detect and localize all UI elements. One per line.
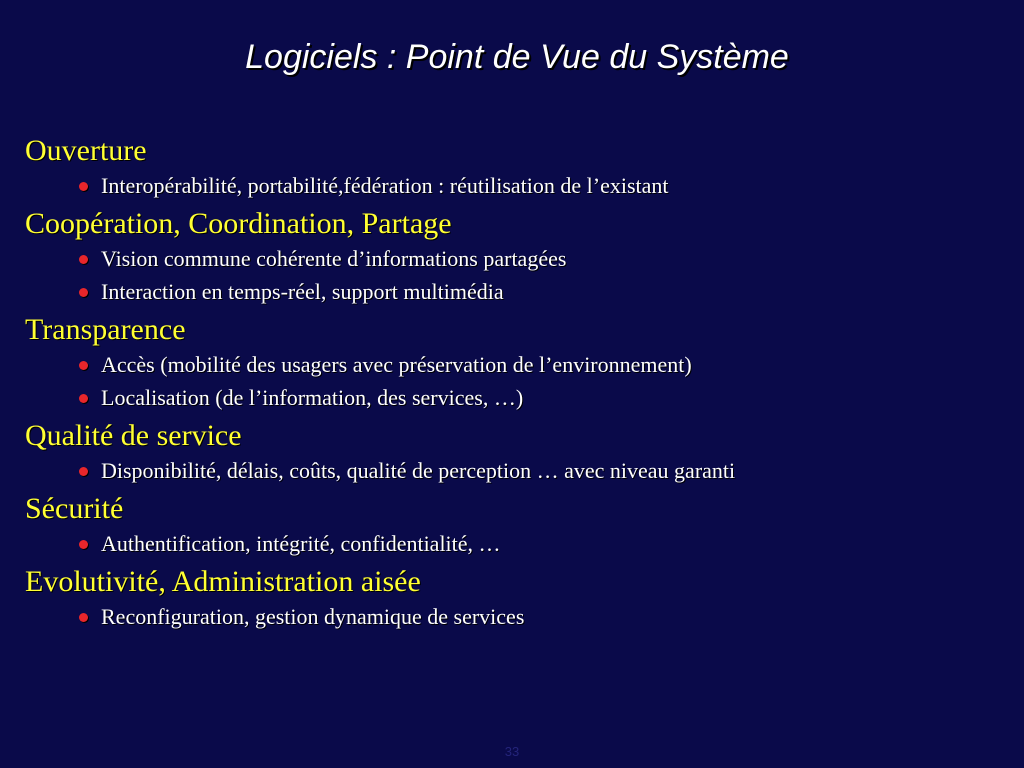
section-heading: Ouverture bbox=[25, 134, 147, 167]
bullet-item bbox=[79, 173, 911, 198]
bullet-list bbox=[25, 604, 985, 629]
bullet-item bbox=[79, 352, 911, 377]
bullet-text: Localisation (de l’information, des services, …) bbox=[101, 385, 524, 410]
bullet-item bbox=[79, 246, 911, 271]
section-heading: Coopération, Coordination, Partage bbox=[25, 207, 452, 240]
bullet-item bbox=[79, 279, 911, 304]
section-transparence bbox=[25, 312, 985, 410]
bullet-dot-icon bbox=[79, 394, 88, 403]
slide-content bbox=[25, 133, 985, 637]
page-number: 33 bbox=[504, 744, 520, 759]
section-heading: Transparence bbox=[25, 313, 186, 346]
bullet-item bbox=[79, 531, 911, 556]
bullet-item bbox=[79, 604, 911, 629]
bullet-dot-icon bbox=[79, 361, 88, 370]
bullet-dot-icon bbox=[79, 613, 88, 622]
bullet-dot-icon bbox=[79, 255, 88, 264]
section-qualite bbox=[25, 418, 985, 483]
bullet-list bbox=[25, 531, 985, 556]
bullet-dot-icon bbox=[79, 540, 88, 549]
bullet-item bbox=[79, 385, 911, 410]
bullet-list bbox=[25, 173, 985, 198]
bullet-text: Interopérabilité, portabilité,fédération : réutilisation de l’existant bbox=[101, 173, 669, 198]
bullet-text: Authentification, intégrité, confidentialité, … bbox=[101, 531, 501, 556]
bullet-dot-icon bbox=[79, 467, 88, 476]
section-heading: Qualité de service bbox=[25, 419, 242, 452]
bullet-text: Reconfiguration, gestion dynamique de services bbox=[101, 604, 525, 629]
section-evolutivite bbox=[25, 564, 985, 629]
slide-title: Logiciels : Point de Vue du Système bbox=[245, 38, 789, 76]
bullet-text: Interaction en temps-réel, support multimédia bbox=[101, 279, 504, 304]
bullet-list bbox=[25, 352, 985, 410]
bullet-list bbox=[25, 458, 985, 483]
bullet-text: Accès (mobilité des usagers avec préservation de l’environnement) bbox=[101, 352, 692, 377]
section-heading: Sécurité bbox=[25, 492, 124, 525]
bullet-dot-icon bbox=[79, 288, 88, 297]
bullet-text: Disponibilité, délais, coûts, qualité de perception … avec niveau garanti bbox=[101, 458, 736, 483]
bullet-item bbox=[79, 458, 911, 483]
bullet-list bbox=[25, 246, 985, 304]
section-heading: Evolutivité, Administration aisée bbox=[25, 565, 421, 598]
section-securite bbox=[25, 491, 985, 556]
section-cooperation bbox=[25, 206, 985, 304]
bullet-dot-icon bbox=[79, 182, 88, 191]
bullet-text: Vision commune cohérente d’informations partagées bbox=[101, 246, 567, 271]
section-ouverture bbox=[25, 133, 985, 198]
